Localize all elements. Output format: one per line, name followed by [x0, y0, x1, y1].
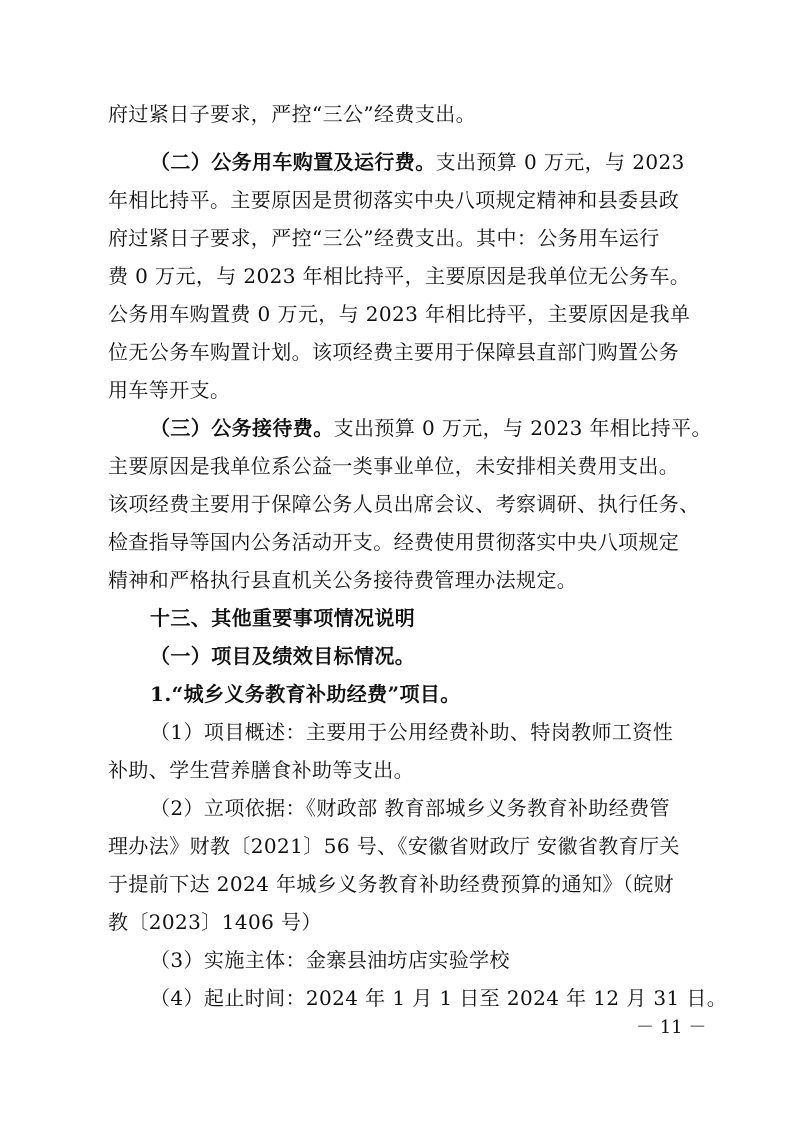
- line-text: 支出预算 0 万元，与 2023: [435, 150, 685, 174]
- line-text: 公务用车购置费 0 万元，与 2023 年相比持平，主要原因是我单: [108, 302, 691, 326]
- paragraph-line: [150, 946, 698, 974]
- paragraph-line: [108, 566, 698, 594]
- paragraph-line: [150, 984, 728, 1012]
- bold-heading-text: （三）公务接待费。: [150, 416, 334, 440]
- paragraph-line: [108, 100, 698, 128]
- line-text: 该项经费主要用于保障公务人员出席会议、考察调研、执行任务、: [108, 492, 700, 516]
- paragraph-line: [150, 794, 698, 822]
- paragraph-line: [150, 414, 712, 442]
- line-text: 府过紧日子要求，严控“三公”经费支出。: [108, 102, 477, 126]
- line-text: （1）项目概述：主要用于公用经费补助、特岗教师工资性: [150, 720, 674, 744]
- line-text: 教〔2023〕1406 号）: [108, 910, 322, 934]
- line-text: 于提前下达 2024 年城乡义务教育补助经费预算的通知》（皖财: [108, 872, 675, 896]
- bold-heading-text: 1.“城乡义务教育补助经费”项目。: [150, 682, 461, 706]
- bold-heading-text: （二）公务用车购置及运行费。: [150, 150, 436, 174]
- paragraph-line: [108, 338, 698, 366]
- paragraph-line: [108, 832, 698, 860]
- paragraph-line: [108, 186, 698, 214]
- line-text: 主要原因是我单位系公益一类事业单位，未安排相关费用支出。: [108, 454, 680, 478]
- line-text: （4）起止时间：2024 年 1 月 1 日至 2024 年 12 月 31 日。: [150, 986, 728, 1010]
- paragraph-line: [150, 148, 698, 176]
- line-text: （3）实施主体：金寨县油坊店实验学校: [150, 948, 510, 972]
- paragraph-line: [108, 756, 698, 784]
- line-text: 理办法》财教〔2021〕56 号、《安徽省财政厅 安徽省教育厅关: [108, 834, 680, 858]
- line-text: 位无公务车购置计划。该项经费主要用于保障县直部门购置公务: [108, 340, 680, 364]
- line-text: （2）立项依据：《财政部 教育部城乡义务教育补助经费管: [150, 796, 670, 820]
- bold-heading-text: （一）项目及绩效目标情况。: [150, 644, 416, 668]
- paragraph-line: [150, 642, 698, 670]
- line-text: 精神和严格执行县直机关公务接待费管理办法规定。: [108, 568, 578, 592]
- paragraph-line: [108, 528, 698, 556]
- paragraph-line: [108, 224, 698, 252]
- paragraph-line: [108, 300, 698, 328]
- paragraph-line: [108, 870, 698, 898]
- line-text: 检查指导等国内公务活动开支。经费使用贯彻落实中央八项规定: [108, 530, 680, 554]
- paragraph-line: [150, 718, 698, 746]
- bold-heading-text: 十三、其他重要事项情况说明: [150, 606, 416, 630]
- paragraph-line: [108, 908, 698, 936]
- paragraph-line: [150, 604, 698, 632]
- line-text: 府过紧日子要求，严控“三公”经费支出。其中：公务用车运行: [108, 226, 660, 250]
- line-text: 支出预算 0 万元，与 2023 年相比持平。: [333, 416, 712, 440]
- paragraph-line: [108, 452, 698, 480]
- paragraph-line: [150, 680, 698, 708]
- line-text: 用车等开支。: [108, 378, 231, 402]
- paragraph-line: [108, 376, 698, 404]
- paragraph-line: [108, 490, 698, 518]
- line-text: 补助、学生营养膳食补助等支出。: [108, 758, 414, 782]
- paragraph-line: [108, 262, 698, 290]
- line-text: 年相比持平。主要原因是贯彻落实中央八项规定精神和县委县政: [108, 188, 680, 212]
- page-number: － 11 －: [636, 1017, 707, 1038]
- line-text: 费 0 万元，与 2023 年相比持平，主要原因是我单位无公务车。: [108, 264, 691, 288]
